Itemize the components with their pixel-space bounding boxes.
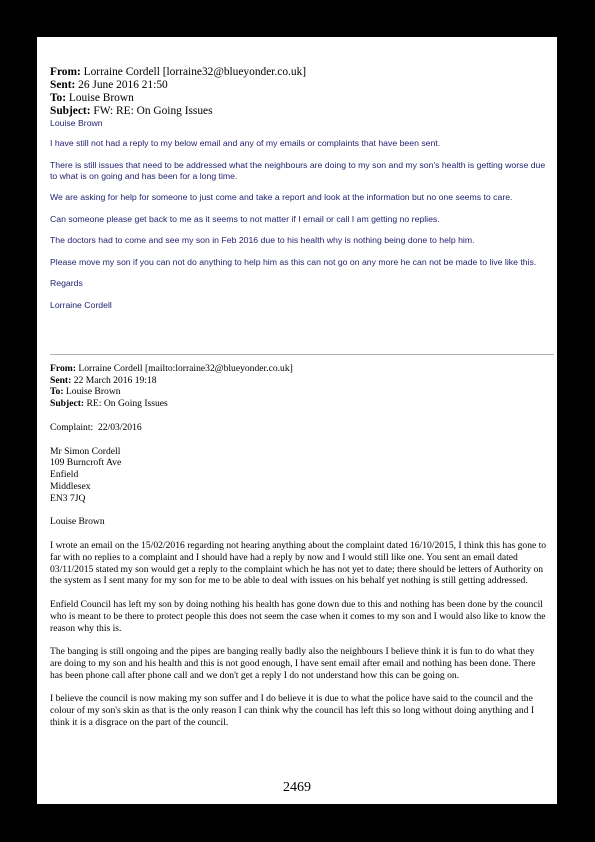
from-value: Lorraine Cordell [mailto:lorraine32@blueyonder.co.uk] [78,363,293,374]
sent-line: Sent: 26 June 2016 21:50 [50,79,168,91]
sent-value: 22 March 2016 19:18 [73,374,157,386]
document-page [37,37,557,804]
from-line: From: Lorraine Cordell [lorraine32@blueyonder.co.uk] [50,66,307,78]
sent-line: Sent: 22 March 2016 19:18 [50,374,157,386]
paragraph: We are asking for help for someone to just come and take a report and look at the information but no one seems to care. [50,192,513,202]
paragraph: The doctors had to come and see my son in Feb 2016 due to his health why is nothing being done to help him. [50,235,475,245]
to-line: To: Louise Brown [50,92,134,104]
paragraph: Please move my son if you can not do anything to help him as this can not go on any more he can not be made to live like this. [50,256,537,267]
paragraph: Can someone please get back to me as it seems to not matter if I email or call I am getting no replies. [50,213,440,224]
paragraph: I wrote an email on the 15/02/2016 regarding not hearing anything about the complaint dated 16/10/2015, I think this has gone to far with no replies to a complaint and I should have had a reply by now and I would still like one. You sent an email dated 03/11/2015 stated my son would get a reply to the complaint which he has not yet to date; there should be letters of Authority on the system as I sent many for my son for me to be able to deal with issues on his behalf yet nothing is still getting addressed. [50,539,547,587]
address-line: Mr Simon Cordell [50,445,121,457]
original-email-body [50,422,548,741]
sent-value: 26 June 2016 21:50 [78,79,168,91]
address-line: Middlesex [50,480,91,492]
from-line: From: Lorraine Cordell [mailto:lorraine32@blueyonder.co.uk] [50,363,293,374]
subject-value: RE: On Going Issues [86,397,168,409]
to-value: Louise Brown [65,386,121,397]
salutation: Louise Brown [50,118,103,128]
subject-line: Subject: FW: RE: On Going Issues [50,105,213,117]
to-line: To: Louise Brown [50,386,121,397]
paragraph: There is still issues that need to be addressed what the neighbours are doing to my son and my son's health is getting worse due to what is on going and has been for a long time. [50,159,546,181]
closing: Regards [50,278,83,288]
subject-value: FW: RE: On Going Issues [93,105,213,117]
from-value: Lorraine Cordell [lorraine32@blueyonder.co.uk] [83,66,307,78]
paragraph: Enfield Council has left my son by doing nothing his health has gone down due to this and nothing has been done by the council who is meant to be there to protect people this does not seem the case when it comes to my son and I would also like to know the reason why this is. [50,598,546,634]
subject-line: Subject: RE: On Going Issues [50,397,168,409]
address-line: Enfield [50,469,79,481]
signature: Lorraine Cordell [50,299,112,310]
complaint-line: Complaint: 22/03/2016 [50,422,142,433]
address-line: 109 Burncroft Ave [50,457,122,469]
email-header-original [50,363,548,409]
to-value: Louise Brown [68,92,134,104]
paragraph: I believe the council is now making my son suffer and I do believe it is due to what the police have said to the council and the colour of my son's skin as that is the only reason I can think why the council has left this so long without doing anything and I think it is a disgrace on the part of the council. [50,693,535,728]
paragraph: The banging is still ongoing and the pipes are banging really badly also the neighbours I believe think it is fun to do what they are doing to my son and his health and this is not good enough, I have sent email after email and nothing has been done. There has been phone call after phone call and we don't get a reply I do not understand how this can be going on. [50,646,536,681]
divider [50,354,554,355]
paragraph: I have still not had a reply to my below email and any of my emails or complaints that have been sent. [50,138,441,148]
salutation: Louise Brown [50,516,105,528]
address-block [50,446,548,505]
page-number: 2469 [283,780,311,795]
address-line: EN3 7JQ [50,492,86,504]
forward-email-body [50,118,548,321]
email-header-forward [50,66,548,118]
